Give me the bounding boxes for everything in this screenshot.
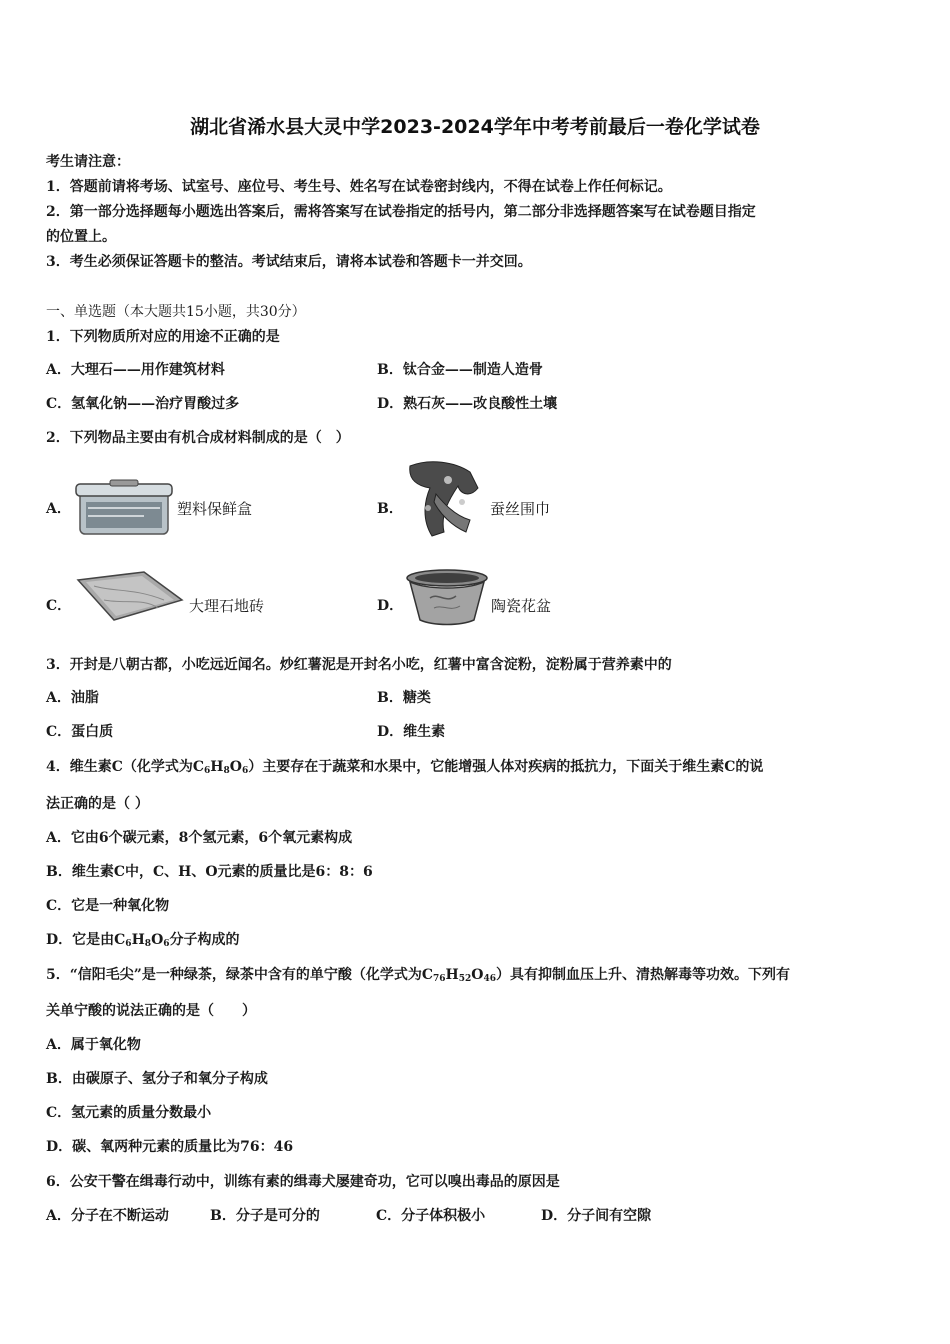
section-heading: 一、单选题（本大题共15小题，共30分）	[46, 304, 306, 320]
q5-option-d: D．碳、氧两种元素的质量比为76：46	[46, 1139, 294, 1155]
notice-item-1: 1．答题前请将考场、试室号、座位号、考生号、姓名写在试卷密封线内，不得在试卷上作任何标记。	[46, 179, 672, 195]
q2-option-a-label: A．	[46, 501, 71, 517]
q4-option-d	[46, 930, 240, 954]
q1-stem: 1．下列物质所对应的用途不正确的是	[46, 329, 280, 345]
q4-stem-part: ）主要存在于蔬菜和水果中，它能增强人体对疾病的抵抗力，下面关于维生素C的说	[248, 759, 764, 775]
subscript: 6	[204, 766, 211, 776]
q6-option-a: A．分子在不断运动	[46, 1208, 169, 1224]
q5-option-a: A．属于氧化物	[46, 1037, 141, 1053]
q2-option-c-text: 大理石地砖	[189, 597, 265, 615]
subscript: 52	[458, 974, 472, 984]
q5-stem-part: ）具有抑制血压上升、清热解毒等功效。下列有	[496, 967, 791, 983]
q4-option-c: C．它是一种氧化物	[46, 898, 170, 914]
notice-item-2: 2．第一部分选择题每小题选出答案后，需将答案写在试卷指定的括号内，第二部分非选择题答案写在试卷题目指定	[46, 204, 756, 220]
q6-stem: 6．公安干警在缉毒行动中，训练有素的缉毒犬屡建奇功，它可以嗅出毒品的原因是	[46, 1174, 560, 1190]
q4-stem-part: 4．维生素C（化学式为C	[46, 759, 205, 775]
q3-stem: 3．开封是八朝古都，小吃远近闻名。炒红薯泥是开封名小吃，红薯中富含淀粉，淀粉属于营养素中的	[46, 657, 672, 673]
q2-option-b-label: B．	[377, 501, 403, 517]
q4-option-d-part: 分子构成的	[169, 932, 240, 948]
element-symbol: O	[229, 759, 242, 775]
q4-option-b: B．维生素C中，C、H、O元素的质量比是6：8：6	[46, 864, 373, 880]
q1-option-b: B．钛合金——制造人造骨	[377, 362, 543, 378]
subscript: 76	[433, 974, 446, 984]
q3-option-b: B．糖类	[377, 690, 431, 706]
silk-scarf-image	[400, 458, 488, 540]
q4-stem	[46, 757, 763, 781]
q2-option-a-text: 塑料保鲜盒	[177, 500, 253, 518]
exam-title: 湖北省浠水县大灵中学2023-2024学年中考考前最后一卷化学试卷	[190, 116, 760, 138]
element-symbol: H	[445, 967, 459, 983]
element-symbol: H	[210, 759, 224, 775]
subscript: 46	[483, 974, 497, 984]
notice-item-2-cont: 的位置上。	[46, 229, 116, 245]
subscript: 8	[144, 939, 152, 949]
plastic-box-image	[74, 478, 174, 538]
subscript: 6	[163, 939, 170, 949]
q4-option-d-part: D．它是由C	[46, 932, 126, 948]
element-symbol: O	[471, 967, 484, 983]
q5-stem	[46, 965, 790, 989]
q2-option-d-label: D．	[377, 598, 404, 614]
q2-option-b-text: 蚕丝围巾	[490, 500, 551, 518]
subscript: 6	[242, 766, 249, 776]
q5-stem-part: 5．“信阳毛尖”是一种绿茶，绿茶中含有的单宁酸（化学式为C	[46, 967, 433, 983]
q2-stem: 2．下列物品主要由有机合成材料制成的是（ ）	[46, 430, 350, 446]
q2-option-d-text: 陶瓷花盆	[491, 597, 552, 615]
element-symbol: O	[151, 932, 164, 948]
subscript: 8	[223, 766, 230, 776]
q6-option-b: B．分子是可分的	[210, 1208, 320, 1224]
q3-option-c: C．蛋白质	[46, 724, 114, 740]
q6-option-d: D．分子间有空隙	[541, 1208, 652, 1224]
q3-option-a: A．油脂	[46, 690, 99, 706]
notice-heading: 考生请注意：	[46, 154, 130, 170]
marble-tile-image	[74, 570, 186, 622]
subscript: 6	[125, 939, 132, 949]
q1-option-d: D．熟石灰——改良酸性土壤	[377, 396, 558, 412]
element-symbol: H	[131, 932, 145, 948]
notice-item-3: 3．考生必须保证答题卡的整洁。考试结束后，请将本试卷和答题卡一并交回。	[46, 254, 532, 270]
q5-stem-line-2: 关单宁酸的说法正确的是（ ）	[46, 1003, 256, 1019]
q2-option-c-label: C．	[46, 598, 72, 614]
ceramic-pot-image	[404, 568, 490, 628]
q1-option-a: A．大理石——用作建筑材料	[46, 362, 225, 378]
q4-option-a: A．它由6个碳元素，8个氢元素，6个氧元素构成	[46, 830, 353, 846]
q5-option-c: C．氢元素的质量分数最小	[46, 1105, 212, 1121]
q3-option-d: D．维生素	[377, 724, 446, 740]
q1-option-c: C．氢氧化钠——治疗胃酸过多	[46, 396, 240, 412]
q4-stem-line-2: 法正确的是（ ）	[46, 796, 149, 812]
q6-option-c: C．分子体积极小	[376, 1208, 486, 1224]
q5-option-b: B．由碳原子、氢分子和氧分子构成	[46, 1071, 268, 1087]
